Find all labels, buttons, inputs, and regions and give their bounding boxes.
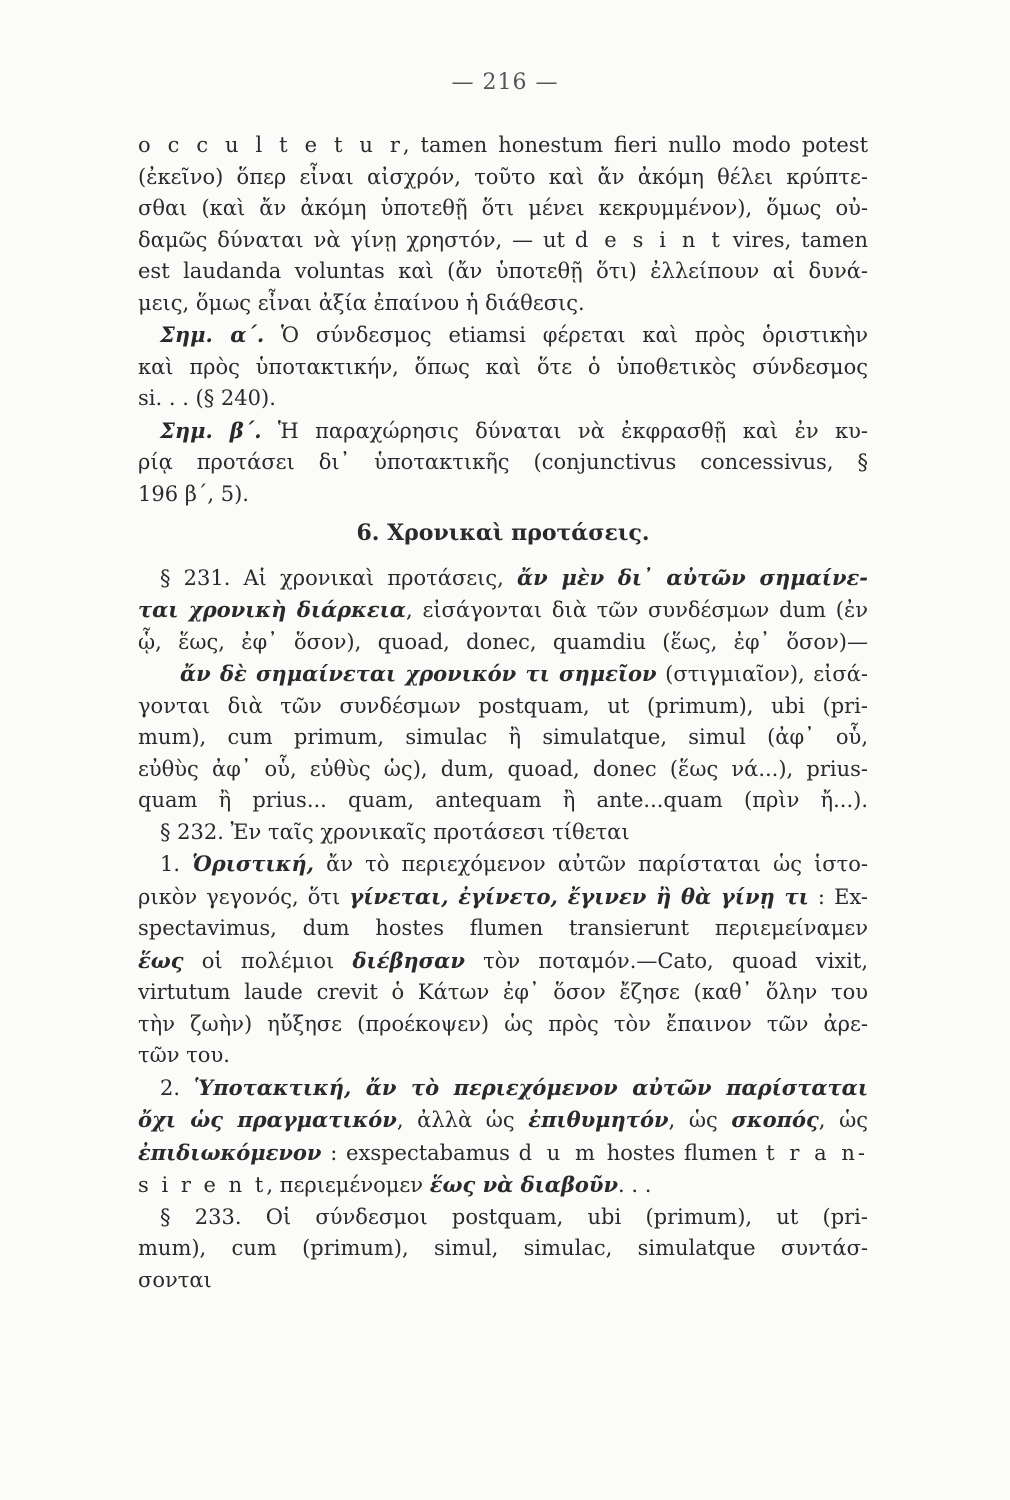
emphasis: ἄν μὲν δι᾿ αὐτῶν σημαίνε- [516,564,868,590]
text-line: εὐθὺς ἀφ᾿ οὗ, εὐθὺς ὡς), dum, quoad, donec (ἕως νά...), prius- [138,756,868,781]
spaced-word: d u m [518,1140,598,1165]
text-line: mum), cum primum, simulac ἢ simulatque, simul (ἀφ᾿ οὗ, [138,725,868,749]
text-line: est laudanda voluntas καὶ (ἄν ὑποτεθῇ ὅτι) ἐλλείπουν αἱ δυνά- [138,259,868,283]
text-run: τὸν ποταμόν.—Cato, quoad vixit, [464,948,868,973]
text-run: , ὡς [668,1108,732,1132]
text-run: ἄν τὸ περιεχόμενον αὐτῶν παρίσταται ὡς ἱστο- [313,852,868,876]
spaced-word: s i r e n t [138,1173,267,1197]
emphasis: ἐπιθυμητόν [528,1107,669,1132]
text-run: . . . [618,1173,652,1197]
spaced-word: o c c u l t e t u r [138,133,403,157]
text-line [138,415,868,448]
text-line: σθαι (καὶ ἄν ἀκόμη ὑποτεθῇ ὅτι μένει κεκρυμμένον), ὅμως οὐ- [138,196,868,220]
text-line [138,945,868,978]
text-run: , ὡς [818,1108,868,1132]
text-line: ρίᾳ προτάσει δι᾿ ὑποτακτικῆς (conjunctivus concessivus, § [138,450,868,474]
emphasis: Ὑποτακτική, ἄν τὸ περιεχόμενον αὐτῶν παρίσταται [193,1074,868,1100]
text-line: ᾧ, ἕως, ἐφ᾿ ὅσον), quoad, donec, quamdiu (ἕως, ἐφ᾿ ὅσον)— [138,629,868,654]
emphasis: ἐπιδιωκόμενον [138,1139,322,1165]
text-run: , ἀλλὰ ὡς [396,1108,529,1132]
text-line [138,848,868,881]
text-run: Ὁ σύνδεσμος etiamsi φέρεται καὶ πρὸς ὁριστικὴν [264,323,868,347]
text-run: vires, tamen [722,227,868,252]
body-text [138,130,868,1296]
page-number: — 216 — [451,70,559,95]
text-line: σονται [138,1267,212,1292]
text-line [138,1169,868,1202]
text-line [138,225,868,257]
text-run: (στιγμιαῖον), εἰσά- [656,662,868,686]
text-line [138,562,868,595]
note-label: Σημ. α΄. [160,322,265,347]
text-line: spectavimus, dum hostes flumen transierunt περιεμείναμεν [138,916,868,940]
text-line: virtutum laude crevit ὁ Κάτων ἐφ᾿ ὅσον ἔζησε (καθ᾿ ὅλην του [138,980,868,1004]
text-run: : Ex- [808,884,868,909]
text-run: Ἡ παραχώρησις δύναται νὰ ἐκφρασθῇ καὶ ἐν κυ- [261,418,868,443]
text-line: γονται διὰ τῶν συνδέσμων postquam, ut (primum), ubi (pri- [138,693,868,718]
text-line [138,881,868,914]
text-run: 1. [160,852,193,876]
text-run: § 231. Αἱ χρονικαὶ προτάσεις, [160,565,517,590]
text-run: οἱ πολέμιοι [183,948,353,973]
emphasis: ἄν δὲ σημαίνεται χρονικόν τι σημεῖον [180,661,657,686]
text-line: (ἐκεῖνο) ὅπερ εἶναι αἰσχρόν, τοῦτο καὶ ἄν ἀκόμη θέλει κρύπτε- [138,164,868,189]
emphasis: γίνεται, ἐγίνετο, ἔγινεν ἢ θὰ γίνῃ τι [349,883,809,909]
spaced-word: d e s i n t [574,227,723,252]
emphasis: ἕως [138,947,184,973]
text-run: : exspectabamus [321,1140,519,1165]
text-line: τὴν ζωὴν) ηὔξησε (προέκοψεν) ὡς πρὸς τὸν ἔπαινον τῶν ἀρε- [138,1011,868,1036]
emphasis: ται χρονικὴ διάρκεια [138,597,406,622]
text-line [138,1104,868,1137]
text-line [138,1072,868,1105]
emphasis: ὄχι ὡς πραγματικόν [138,1107,397,1132]
text-line: § 233. Οἱ σύνδεσμοι postquam, ubi (primum), ut (pri- [160,1204,868,1229]
text-run: hostes flumen [597,1140,767,1165]
section-heading: 6. Χρονικαὶ προτάσεις. [356,520,650,546]
text-line: si. . . (§ 240). [138,386,276,410]
text-line [138,594,868,627]
text-run: 2. [160,1075,194,1100]
text-line: καὶ πρὸς ὑποτακτικήν, ὅπως καὶ ὅτε ὁ ὑποθετικὸς σύνδεσμος [138,354,868,379]
emphasis: διέβησαν [352,947,465,973]
text-line: μεις, ὅμως εἶναι ἀξία ἐπαίνου ἡ διάθεσις. [138,290,585,315]
text-line: mum), cum (primum), simul, simulac, simulatque συντάσ- [138,1236,868,1260]
text-line [138,1137,868,1170]
text-line: τῶν του. [138,1043,230,1067]
spaced-word: t r a n- [766,1140,868,1165]
text-line: § 232. Ἐν ταῖς χρονικαῖς προτάσεσι τίθεται [160,819,630,844]
emphasis: ἕως νὰ διαβοῦν [429,1172,619,1197]
text-line [138,319,868,352]
text-line: 196 β΄, 5). [138,481,249,506]
text-line [138,130,868,162]
emphasis: σκοπός [731,1107,819,1132]
text-run: , εἰσάγονται διὰ τῶν συνδέσμων dum (ἐν [405,598,868,622]
text-run: δαμῶς δύναται νὰ γίνῃ χρηστόν, — ut [138,227,575,252]
text-line: quam ἢ prius... quam, antequam ἢ ante...quam (πρὶν ἤ...). [138,788,868,812]
text-line [138,658,868,691]
text-run: , tamen honestum fieri nullo modo potest [402,133,868,157]
emphasis: Ὁριστική, [192,851,314,876]
text-run: , περιεμένομεν [266,1173,430,1197]
note-label: Σημ. β΄. [160,417,262,443]
text-run: ρικὸν γεγονός, ὅτι [138,884,350,909]
